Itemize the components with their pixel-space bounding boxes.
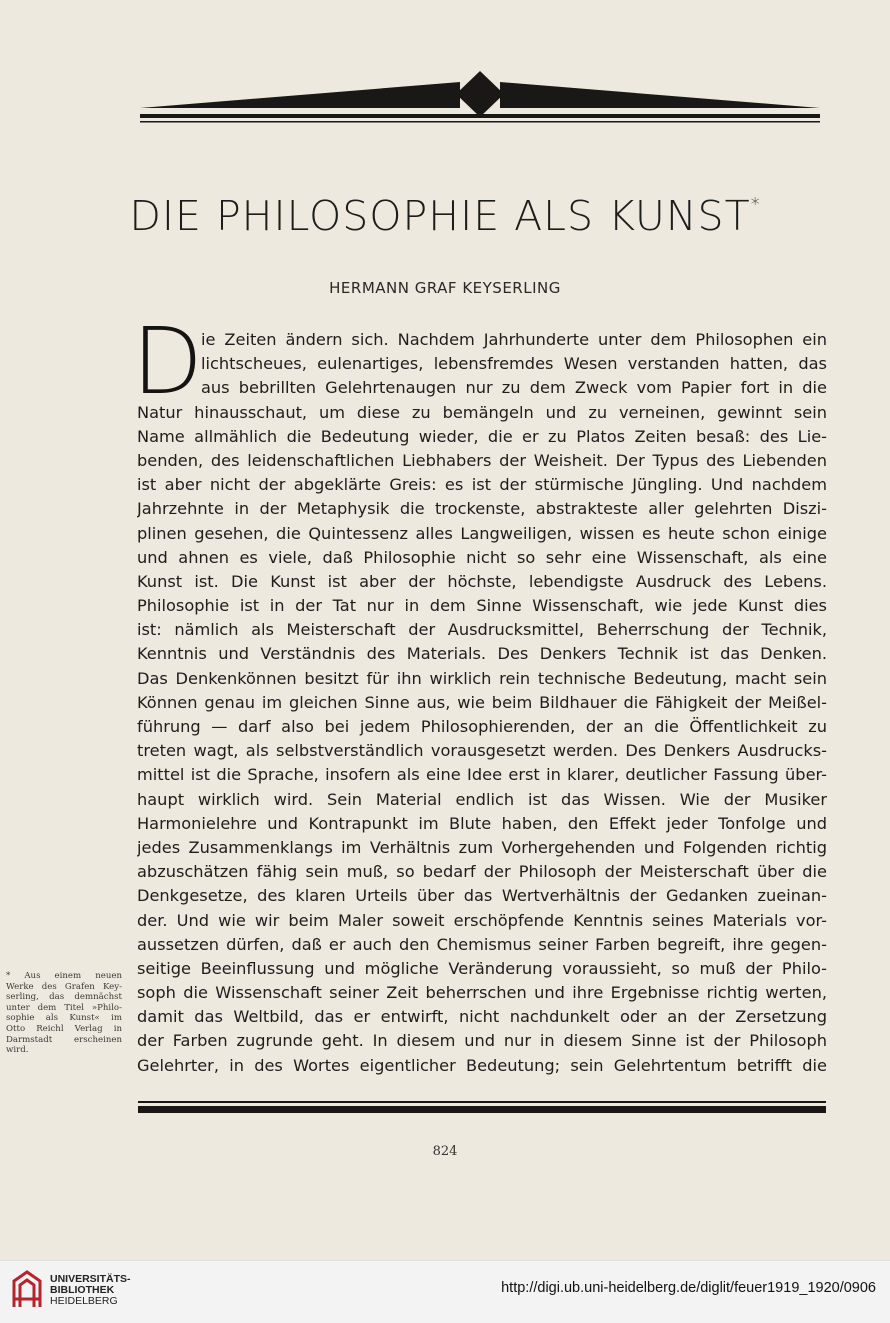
text-line: führung — darf also bei jedem Philosophierenden, der an die Öffentlichkeit zu (137, 717, 827, 736)
text-line: soph die Wissenschaft seiner Zeit beherrschen und ihre Ergebnisse richtig werten, (137, 983, 827, 1003)
text-line: haupt wirklich wird. Sein Material endlich ist das Wissen. Wie der Musiker (137, 789, 827, 809)
text-line: ist: nämlich als Meisterschaft der Ausdrucksmittel, Beherrschung der Technik, (137, 620, 827, 640)
permalink-url[interactable]: http://digi.ub.uni-heidelberg.de/diglit/feuer1919_1920/0906 (501, 1280, 876, 1296)
text-line: Denkgesetze, des klaren Urteils über das Wertverhältnis der Gedanken zueinan- (137, 886, 827, 906)
text-line: Harmonielehre und Kontrapunkt im Blute haben, den Effekt jeder Tonfolge und (137, 813, 827, 833)
article-title (0, 192, 890, 240)
text-line: Kenntnis und Verständnis des Materials. Des Denkers Technik ist das Denken. (137, 644, 827, 664)
viewer-footer (0, 1260, 890, 1323)
text-line: Jahrzehnte in der Metaphysik die trockenste, abstrakteste aller gelehrten Diszi- (137, 499, 827, 519)
footnote-line: Darmstadt erscheinen (6, 1034, 122, 1045)
text-line: Name allmählich die Bedeutung wieder, die er zu Platos Zeiten besaß: des Lie- (137, 426, 827, 446)
text-line: der Farben zugrunde geht. In diesem und nur in diesem Sinne ist der Philosoph (137, 1031, 827, 1051)
text-line: mittel ist die Sprache, insofern als eine Idee erst in klarer, deutlicher Fassung über- (137, 765, 827, 785)
footnote-line: unter dem Titel »Philo- (6, 1002, 122, 1013)
footnote-line: wird. (6, 1045, 29, 1056)
text-line: lichtscheues, eulenartiges, lebensfremdes Wesen verstanden hatten, das (201, 354, 827, 374)
library-name-line: UNIVERSITÄTS- (50, 1273, 131, 1285)
text-line: Gelehrter, in des Wortes eigentlicher Bedeutung; sein Gelehrtentum betrifft die (137, 1055, 827, 1075)
footnote (6, 971, 122, 1056)
footnote-line: Otto Reichl Verlag in (6, 1023, 122, 1034)
text-line: der. Und wie wir beim Maler soweit erschöpfende Kenntnis seines Materials vor- (137, 910, 827, 930)
footnote-line: serling, das demnächst (6, 992, 122, 1003)
text-line: aussetzen dürfen, daß er auch den Chemismus seiner Farben begreift, ihre gegen- (137, 934, 827, 954)
text-line: und ahnen es viele, daß Philosophie nicht so sehr eine Wissenschaft, als eine (137, 547, 827, 567)
text-line: aus bebrillten Gelehrtenaugen nur zu dem Zweck vom Papier fort in die (201, 378, 827, 398)
library-name-line: HEIDELBERG (50, 1295, 118, 1307)
text-line: treten wagt, als selbstverständlich vorausgesetzt werden. Des Denkers Ausdrucks- (137, 741, 827, 761)
text-line: Können genau im gleichen Sinne aus, wie beim Bildhauer die Fähigkeit der Meißel- (137, 692, 827, 712)
footnote-line: sophie als Kunst« im (6, 1013, 122, 1024)
footnote-line: * Aus einem neuen (6, 971, 122, 981)
text-line: abzuschätzen fähig sein muß, so bedarf der Philosoph der Meisterschaft über die (137, 862, 827, 882)
library-name[interactable] (50, 1274, 131, 1307)
text-line: ie Zeiten ändern sich. Nachdem Jahrhunderte unter dem Philosophen ein (201, 330, 827, 349)
text-line: plinen gesehen, die Quintessenz alles Langweiligen, wissen es heute schon einige (137, 523, 827, 543)
bottom-rule (138, 1101, 826, 1117)
article-body (137, 328, 827, 1078)
header-ornament (138, 68, 822, 126)
text-line: Natur hinausschaut, um diese zu bemängeln und zu verneinen, gewinnt sein (137, 402, 827, 422)
author-name: HERMANN GRAF KEYSERLING (329, 279, 561, 297)
text-line: Kunst ist. Die Kunst ist aber der höchste, lebendigste Ausdruck des Lebens. (137, 571, 827, 591)
page-number: 824 (432, 1144, 458, 1159)
text-line: ist aber nicht der abgeklärte Greis: es ist der stürmische Jüngling. Und nachdem (137, 475, 827, 495)
footnote-line: Werke des Grafen Key- (6, 981, 122, 992)
text-line: Philosophie ist in der Tat nur in dem Sinne Wissenschaft, wie jede Kunst dies (137, 596, 827, 616)
drop-cap: D (132, 308, 203, 415)
text-line: seitige Beeinflussung und mögliche Veränderung voraussieht, so muß der Philo- (137, 958, 827, 978)
title-text: DIE PHILOSOPHIE ALS KUNST (129, 192, 751, 240)
library-logo-icon[interactable] (10, 1269, 44, 1311)
text-line: benden, des leidenschaftlichen Liebhabers der Weisheit. Der Typus des Liebenden (137, 450, 827, 470)
text-line: jedes Zusammenklangs im Verhältnis zum Vorhergehenden und Folgenden richtig (137, 837, 827, 857)
title-footnote-marker: * (750, 194, 761, 215)
library-name-line: BIBLIOTHEK (50, 1284, 115, 1296)
text-line: Das Denkenkönnen besitzt für ihn wirklich rein technische Bedeutung, macht sein (137, 668, 827, 688)
text-line: damit das Weltbild, das er entwirft, nicht nachdunkelt oder an der Zersetzung (137, 1007, 827, 1027)
